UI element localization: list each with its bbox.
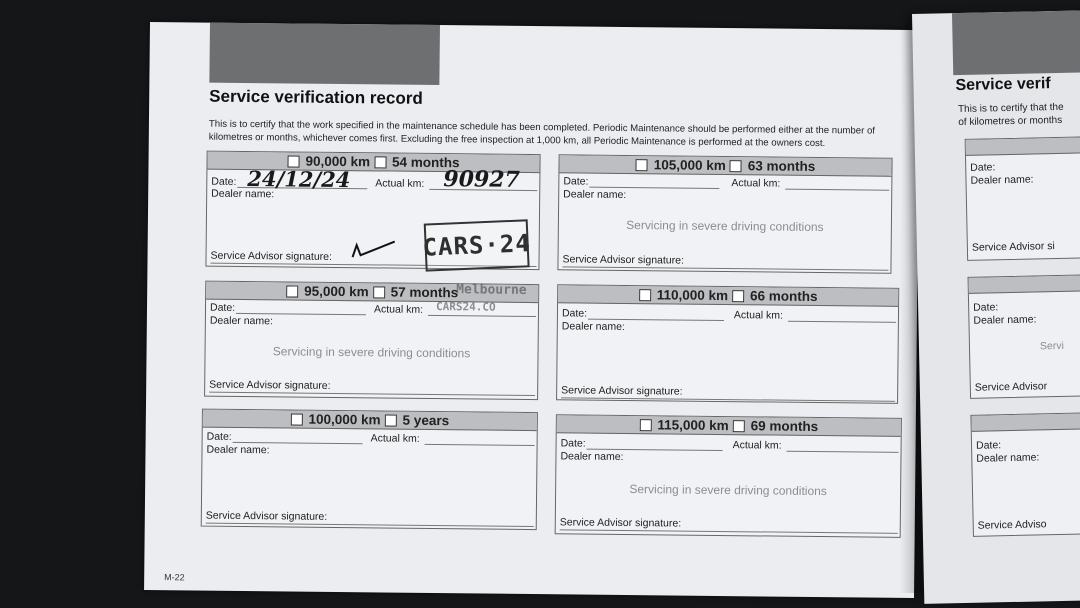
service-card-95000 [204, 281, 539, 400]
card-months-label: 63 months [747, 158, 816, 174]
checkbox-months[interactable] [373, 286, 385, 298]
card-months-label: 54 months [391, 154, 460, 171]
dealer-name-label: Dealer name: [973, 313, 1037, 327]
signature-label: Service Advisor signature: [562, 253, 684, 267]
date-label: Date: [970, 161, 996, 174]
handwritten-date: 24/12/24 [247, 166, 351, 193]
actual-km-label: Actual km: [732, 439, 782, 452]
card-header [203, 410, 537, 431]
card-months-label: 57 months [390, 284, 459, 301]
date-label: Date: [560, 437, 586, 450]
intro-text: This is to certify that the of kilometres or months [957, 101, 1064, 129]
service-card-100000 [201, 409, 538, 531]
date-label: Date: [975, 439, 1002, 452]
date-label: Date: [561, 307, 588, 320]
signature-label: Service Advisor signature: [205, 509, 328, 523]
card-km-label: 115,000 km [657, 417, 729, 434]
handwritten-km: 90927 [443, 166, 521, 193]
card-months-label: 5 years [402, 412, 450, 429]
actual-km-label: Actual km: [375, 177, 425, 190]
card-km-label: 100,000 km [308, 411, 381, 428]
dealer-name-label: Dealer name: [206, 443, 270, 457]
checkbox-months[interactable] [730, 160, 742, 172]
card-header [557, 415, 901, 437]
card-header [558, 285, 898, 307]
dealer-name-label: Dealer name: [209, 314, 273, 328]
actual-km-label: Actual km: [370, 432, 420, 445]
card-header [559, 155, 891, 176]
checkbox-km[interactable] [290, 413, 302, 425]
page-title: Service verification record [209, 86, 423, 108]
service-card-110000 [556, 284, 899, 404]
card-months-label: 66 months [749, 288, 818, 305]
dealer-name-label: Dealer name: [563, 188, 627, 201]
date-label: Date: [209, 301, 236, 314]
dealer-name-label: Dealer name: [970, 173, 1034, 187]
signature-label: Service Advisor signature: [559, 516, 682, 530]
checkbox-km[interactable] [639, 419, 651, 431]
dealer-name-label: Dealer name: [211, 187, 275, 201]
card-km-label: 110,000 km [656, 287, 729, 304]
severe-conditions-note: Servi [1039, 339, 1065, 353]
checkbox-months[interactable] [385, 414, 397, 426]
date-label: Date: [973, 301, 999, 314]
date-label: Date: [211, 175, 237, 188]
checkbox-km[interactable] [639, 289, 651, 301]
intro-text: This is to certify that the work specified in the maintenance schedule has been completed. Periodic Maintenance should be performed either at the number of kilometres or months, whichever comes first. Excluding the free inspection at 1,000 km, all Periodic Maintenance is performed at the owners cost. [208, 118, 876, 149]
service-card-partial [970, 411, 1080, 537]
actual-km-label: Actual km: [373, 303, 424, 316]
service-card-115000 [555, 414, 902, 538]
dealer-name-label: Dealer name: [560, 450, 624, 463]
date-label: Date: [206, 430, 232, 443]
card-km-label: 95,000 km [304, 283, 369, 300]
section-header-bar [209, 23, 440, 85]
faint-stamp-line: Melbourne [456, 282, 527, 298]
manual-page-right [912, 10, 1080, 604]
checkbox-months[interactable] [732, 290, 744, 302]
service-card-105000 [557, 154, 892, 273]
signature-label: Service Advisor signature: [561, 384, 683, 398]
severe-conditions-note: Servicing in severe driving conditions [272, 344, 471, 361]
manual-page-left [144, 22, 920, 598]
checkbox-km[interactable] [287, 155, 299, 167]
checkbox-months[interactable] [374, 156, 386, 168]
signature-label: Service Adviso [977, 518, 1047, 532]
faint-stamp-line: CARS24.CO [435, 300, 496, 314]
page-number: M-22 [164, 572, 185, 583]
actual-km-label: Actual km: [733, 309, 784, 322]
signature-label: Service Advisor signature: [209, 378, 331, 392]
card-km-label: 105,000 km [653, 157, 726, 174]
section-header-bar [952, 10, 1080, 75]
signature-label: Service Advisor [974, 380, 1048, 394]
checkbox-km[interactable] [636, 159, 648, 171]
service-card-partial [968, 273, 1080, 399]
severe-conditions-note: Servicing in severe driving conditions [629, 482, 827, 499]
signature-label: Service Advisor signature: [210, 249, 333, 263]
actual-km-label: Actual km: [731, 177, 781, 190]
date-label: Date: [563, 175, 589, 188]
service-card-partial [965, 135, 1080, 261]
severe-conditions-note: Servicing in severe driving conditions [626, 217, 824, 235]
checkbox-km[interactable] [286, 285, 298, 297]
card-km-label: 90,000 km [305, 153, 371, 170]
dealer-name-label: Dealer name: [561, 320, 625, 333]
signature-scribble [349, 237, 399, 262]
card-months-label: 69 months [750, 418, 819, 435]
signature-label: Service Advisor si [971, 240, 1055, 254]
cars24-stamp: CARS·24 [424, 219, 530, 271]
checkbox-months[interactable] [733, 420, 745, 432]
page-title: Service verif [955, 75, 1051, 95]
dealer-name-label: Dealer name: [976, 451, 1040, 465]
